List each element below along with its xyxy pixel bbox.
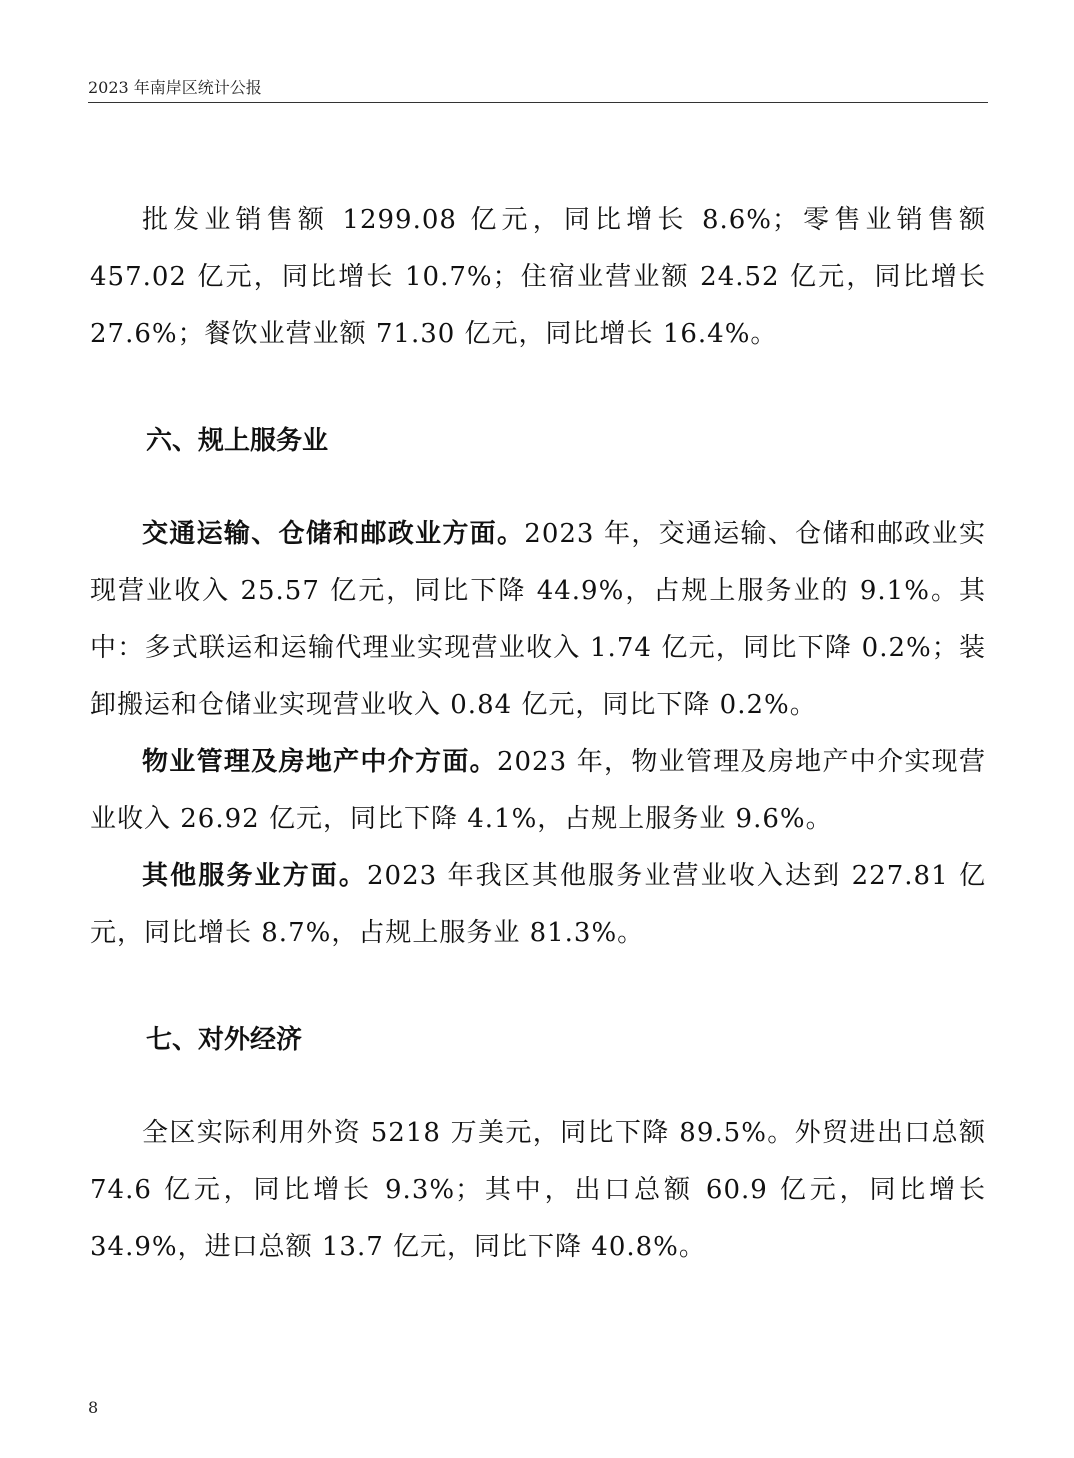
document-body [90,192,986,1276]
paragraph-transport [90,506,986,734]
paragraph-foreign-trade: 全区实际利用外资 5218 万美元，同比下降 89.5%。外贸进出口总额 74.6 亿元，同比增长 9.3%；其中，出口总额 60.9 亿元，同比增长 34.9%，进口总额 13.7 亿元，同比下降 40.8%。 [90,1118,986,1262]
header-divider [88,102,988,103]
section-heading-services: 六、规上服务业 [146,426,329,456]
text-other-services: 2023 年我区其他服务业营业收入达到 227.81 亿元，同比增长 8.7%，占规上服务业 81.3%。 [90,861,986,948]
text-property: 2023 年，物业管理及房地产中介实现营业收入 26.92 亿元，同比下降 4.1%，占规上服务业 9.6%。 [90,747,986,834]
paragraph-property [90,734,986,848]
paragraph-other-services [90,848,986,962]
page-number: 8 [88,1398,99,1417]
lead-transport: 交通运输、仓储和邮政业方面。 [142,519,525,549]
lead-property: 物业管理及房地产中介方面。 [142,747,497,777]
section-heading-foreign-economy: 七、对外经济 [146,1025,303,1055]
running-header: 2023 年南岸区统计公报 [88,78,262,97]
lead-other-services: 其他服务业方面。 [142,861,367,891]
paragraph-retail-sales: 批发业销售额 1299.08 亿元，同比增长 8.6%；零售业销售额 457.02 亿元，同比增长 10.7%；住宿业营业额 24.52 亿元，同比增长 27.6%；餐饮业营业额 71.30 亿元，同比增长 16.4%。 [90,205,986,349]
text-transport: 2023 年，交通运输、仓储和邮政业实现营业收入 25.57 亿元，同比下降 44.9%，占规上服务业的 9.1%。其中：多式联运和运输代理业实现营业收入 1.74 亿元，同比下降 0.2%；装卸搬运和仓储业实现营业收入 0.84 亿元，同比下降 0.2%。 [90,519,986,720]
